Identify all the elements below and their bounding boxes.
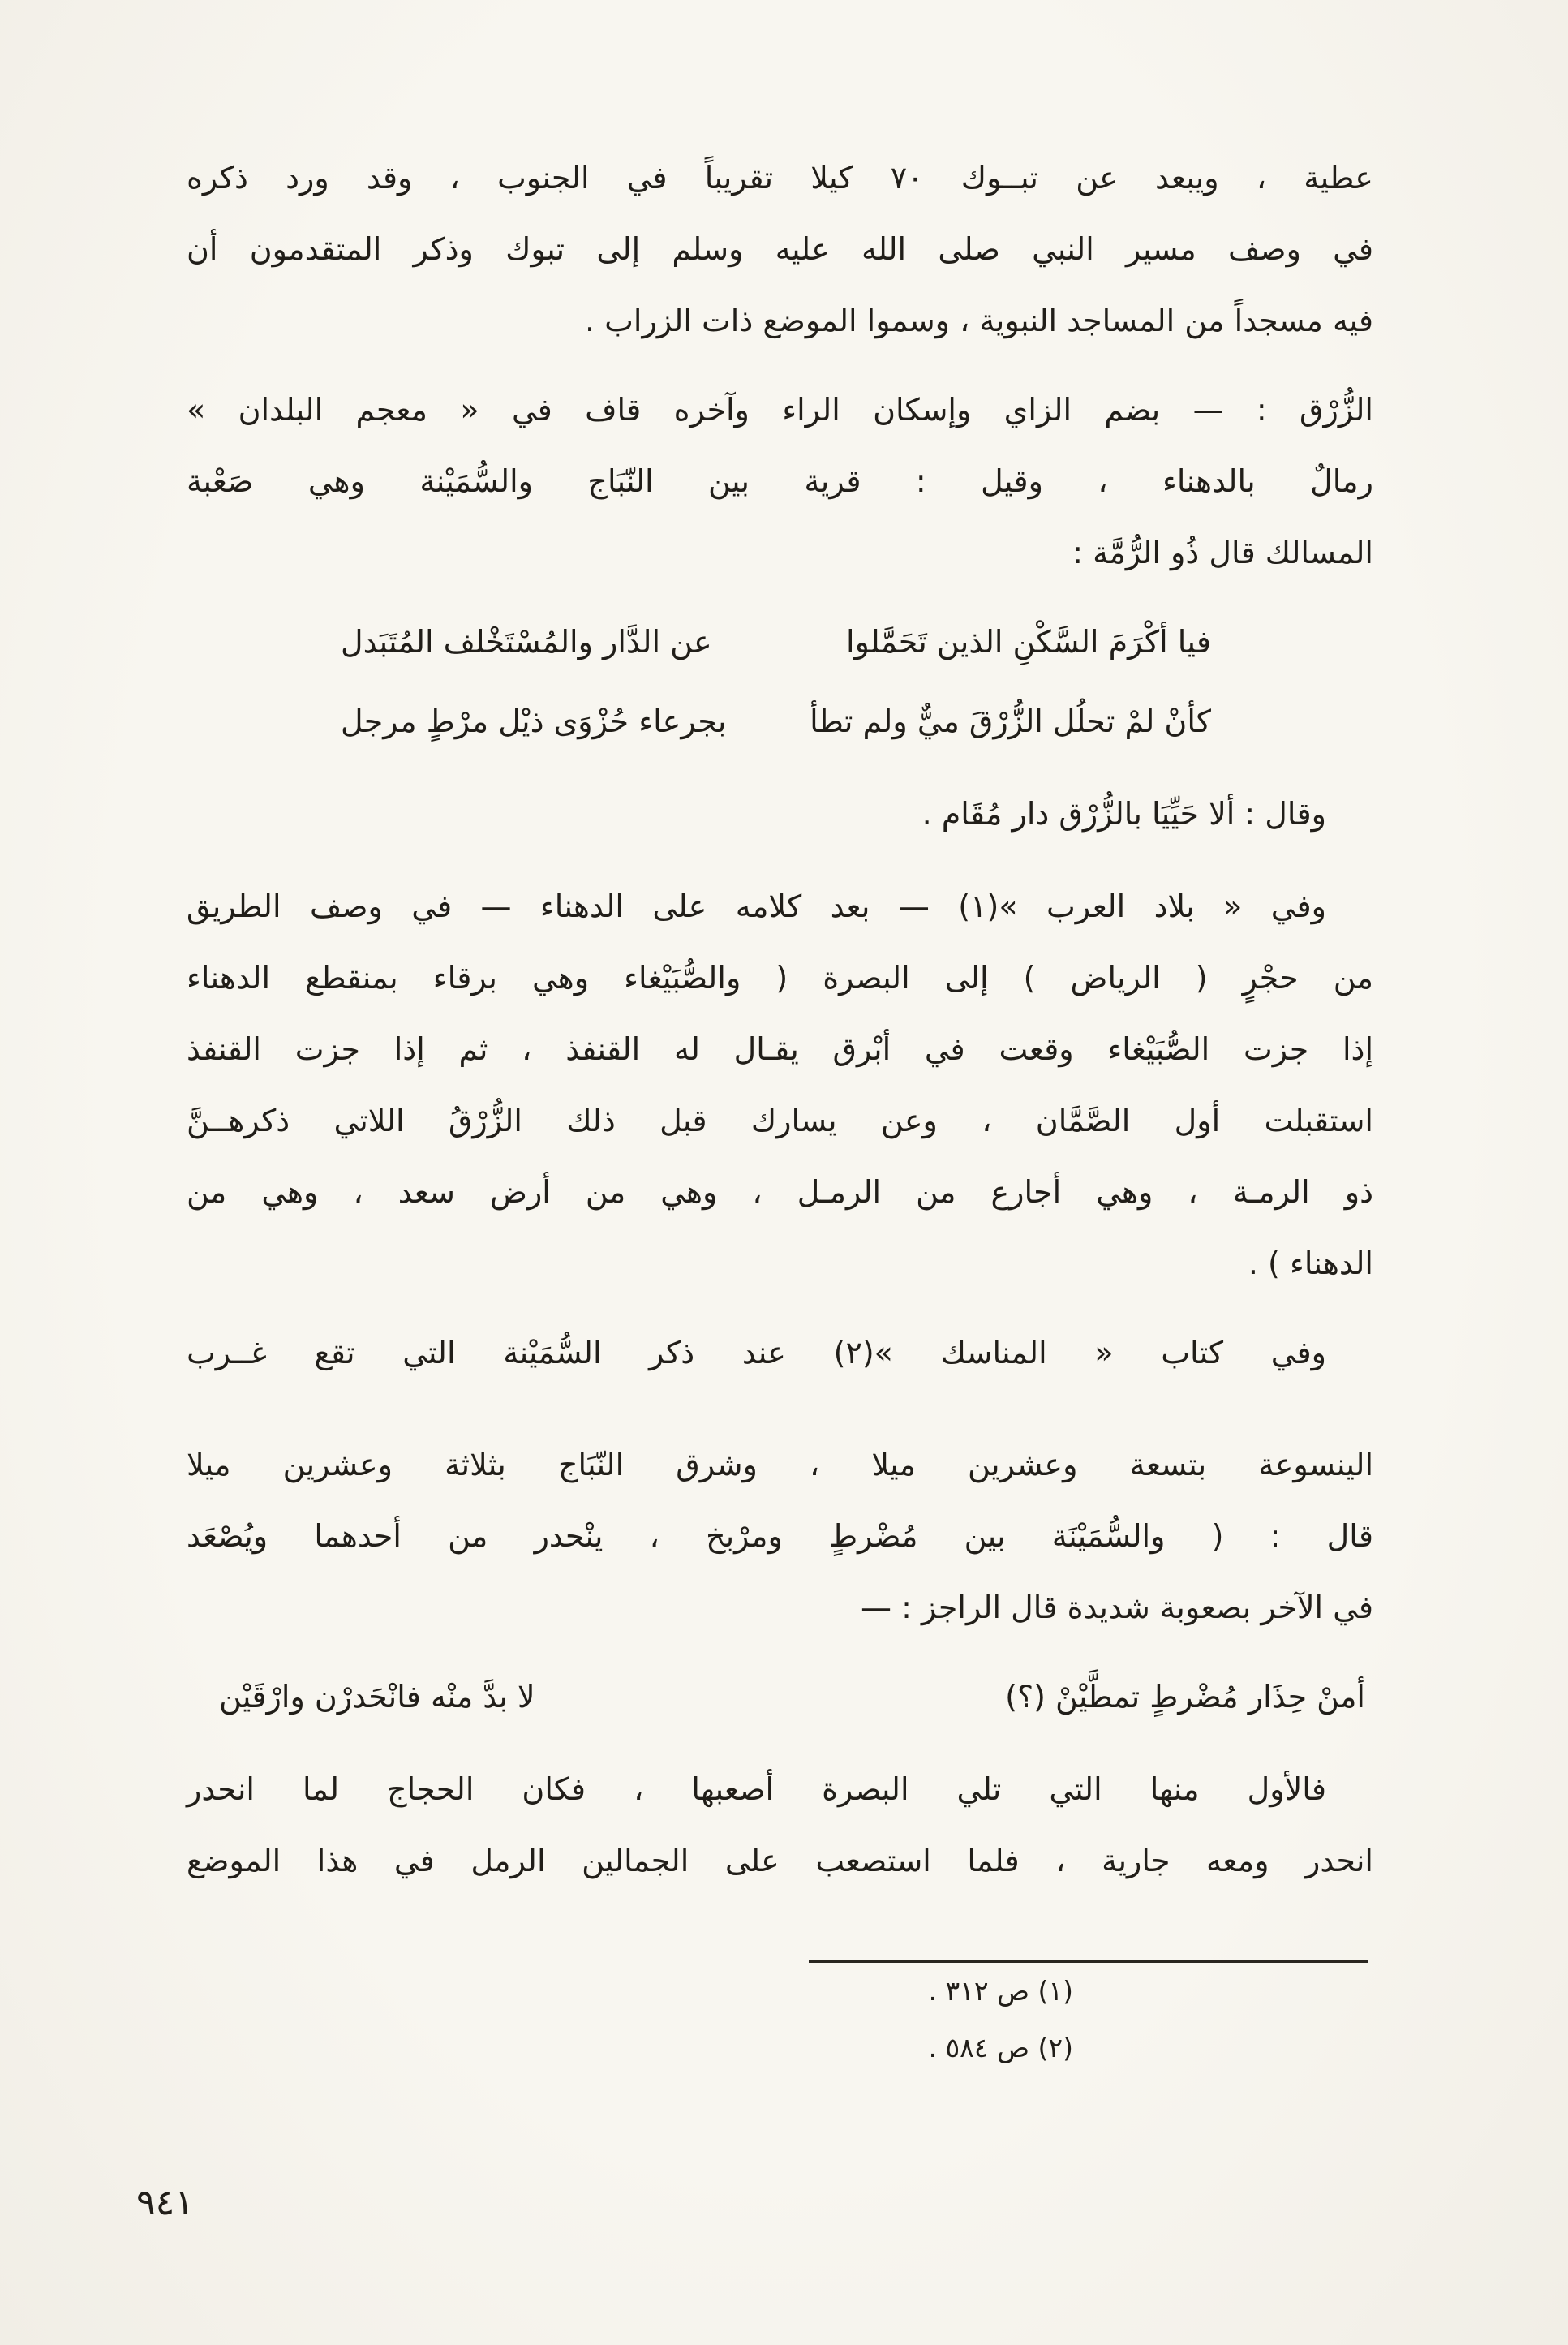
text-line: فيه مسجداً من المساجد النبوية ، وسموا الموضع ذات الزراب . (585, 303, 1373, 338)
text-line: ذو الرمـة ، وهي أجارع من الرمـل ، وهي من أرض سعد ، وهي من (187, 1174, 1373, 1210)
poetry-block-2 (187, 1661, 1373, 1732)
quote-line: وقال : ألا حَيِّيَا بالزُّرْق دار مُقَام . (921, 796, 1326, 832)
paragraph-4 (187, 1317, 1373, 1388)
hemistich-right: كأنْ لمْ تحلُل الزُّرْقَ ميٌّ ولم تطأ (810, 704, 1211, 739)
text-line: المسالك قال ذُو الرُّمَّة : (1072, 535, 1373, 570)
footnote-line: (٢) ص ٥٨٤ . (928, 2032, 1073, 2063)
text-line: في الآخر بصعوبة شديدة قال الراجز : — (860, 1590, 1373, 1625)
text-line: إذا جزت الصُّبَيْغاء وقعت في أبْرق يقـال له القنفذ ، ثم إذا جزت القنفذ (187, 1031, 1373, 1067)
text-line: وفي كتاب « المناسك »(٢) عند ذكر السُّمَيْنة التي تقع غــرب (187, 1335, 1326, 1370)
verse-line (187, 686, 1373, 757)
text-line: انحدر ومعه جارية ، فلما استصعب على الجمالين الرمل في هذا الموضع (187, 1843, 1373, 1878)
paragraph-1 (187, 142, 1373, 356)
hemistich-left: لا بدَّ منْه فانْحَدرْن وارْقَيْن (219, 1679, 535, 1715)
text-line: عطية ، ويبعد عن تبــوك ٧٠ كيلا تقريباً في الجنوب ، وقد ورد ذكره (187, 160, 1373, 196)
text-line: وفي « بلاد العرب »(١) — بعد كلامه على الدهناء — في وصف الطريق (187, 889, 1326, 924)
paragraph-2 (187, 374, 1373, 588)
paragraph-5 (187, 1429, 1373, 1643)
text-line: الدهناء ) . (1248, 1246, 1373, 1281)
text-line: قال : ( والسُّمَيْنَة بين مُضْرطٍ ومرْبخ ، ينْحدر من أحدهما ويُصْعَد (187, 1518, 1373, 1554)
page-number: ٩٤١ (136, 2182, 194, 2223)
quote-line-wrap (187, 778, 1373, 850)
paragraph-3 (187, 871, 1373, 1299)
poetry-block-1 (187, 606, 1373, 757)
footnote-area (187, 1960, 1373, 2076)
hemistich-right: فيا أكْرَمَ السَّكْنِ الذين تَحَمَّلوا (845, 624, 1211, 660)
hemistich-left: بجرعاء حُزْوَى ذيْل مرْطٍ مرجل (341, 704, 727, 739)
hemistich-left: عن الدَّار والمُسْتَخْلف المُتَبَدل (341, 624, 712, 660)
text-line: فالأول منها التي تلي البصرة أصعبها ، فكان الحجاج لما انحدر (187, 1771, 1326, 1807)
paragraph-6 (187, 1753, 1373, 1896)
hemistich-right: أمنْ حِذَار مُضْرطٍ تمطَّيْنْ (؟) (1005, 1679, 1365, 1715)
text-line: في وصف مسير النبي صلى الله عليه وسلم إلى تبوك وذكر المتقدمون أن (187, 231, 1373, 267)
text-column (187, 142, 1373, 2076)
footnote-line: (١) ص ٣١٢ . (928, 1975, 1073, 2007)
text-line: استقبلت أول الصَّمَّان ، وعن يسارك قبل ذلك الزُّرْقُ اللاتي ذكرهــنَّ (187, 1103, 1373, 1138)
text-line: من حجْرٍ ( الرياض ) إلى البصرة ( والصُّبَيْغاء وهي برقاء بمنقطع الدهناء (187, 960, 1373, 996)
text-line: الينسوعة بتسعة وعشرين ميلا ، وشرق النّبَاج بثلاثة وعشرين ميلا (187, 1447, 1373, 1482)
text-line: الزُّرْق : — بضم الزاي وإسكان الراء وآخره قاف في « معجم البلدان » (187, 392, 1373, 428)
verse-line (187, 606, 1373, 678)
text-line: رمالٌ بالدهناء ، وقيل : قرية بين النّبَاج والسُّمَيْنة وهي صَعْبة (187, 463, 1373, 499)
